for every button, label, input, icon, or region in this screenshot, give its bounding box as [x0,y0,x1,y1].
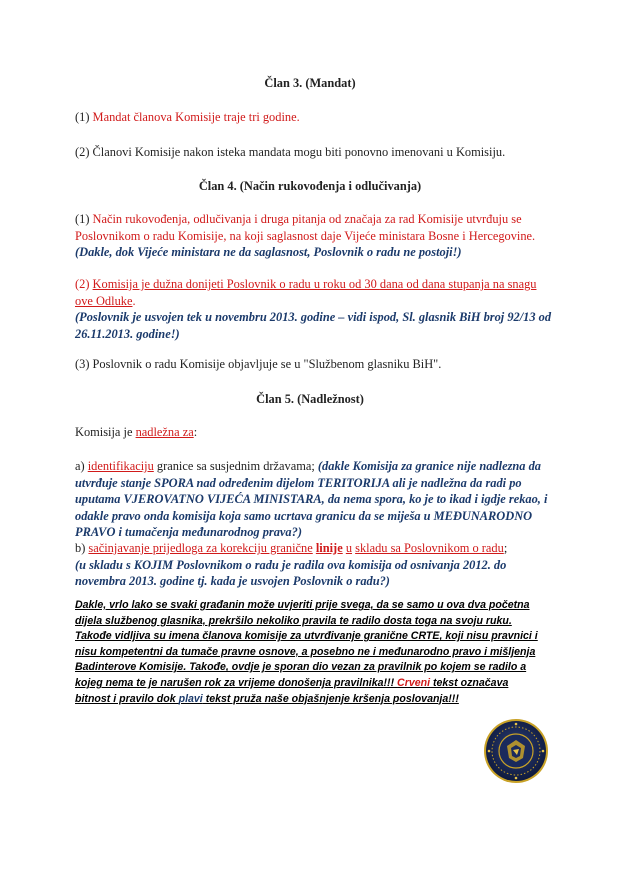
organization-seal-icon [483,718,549,784]
paragraph-number: (1) [75,212,93,226]
closing-note [75,598,545,707]
blue-commentary: (Dakle, dok Vijeće ministara ne da saglasnost, Poslovnik o radu ne postoji!) [75,245,462,259]
red-underlined-text: nadležna za [135,425,194,439]
blue-commentary: (u skladu s KOJIM Poslovnikom o radu je radila ova komisija od osnivanja 2012. do novembra 2013. godine tj. kada je usvojen Poslovnik o radu?) [75,557,507,588]
note-text: tekst pruža naše objašnjenje kršenja poslovanja!!! [202,692,459,705]
paragraph-number: (1) [75,110,93,124]
note-text: Dakle, vrlo lako se svaki građanin može uvjeriti prije svega, da se samo u ova dva početna dijela službenog glasnika, prekršilo nekoliko pravila te radilo dosta toga na svoju ruku. Takođe vidljiva su imena članova komisije za utvrđivanje granične CRTE, koji nisu pravnici i nisu kompetentni da tumače pravne osnove, a posebno ne i međunarodno pravo i mišljenja Badinterove Komisije. Takođe, ovdje je sporan dio vezan za pravilnik po kojem se radilo a kojeg nema te je narušen rok za vrijeme donošenja pravilnika!!! [75,599,538,689]
item-semicolon: ; [503,541,508,555]
article-4-paragraph-2 [75,276,553,342]
red-underlined-text: identifikaciju [87,459,154,473]
article-4-heading: Član 4. (Način rukovođenja i odlučivanja) [198,179,422,193]
article-5-heading: Član 5. (Nadležnost) [256,392,364,406]
note-red-word: Crveni [397,676,431,689]
article-4-paragraph-1 [75,211,553,261]
paragraph-number: (2) [75,277,93,291]
article-3-heading: Član 3. (Mandat) [264,76,356,90]
red-text: Način rukovođenja, odlučivanja i druga pitanja od značaja za rad Komisije utvrđuju se Poslovnikom o radu Komisije, na koji saglasnost daje Vijeće ministara Bosne i Hercegovine. [75,212,536,243]
article-5-item-a [75,458,553,541]
red-text: . [132,293,136,308]
blue-commentary: (dakle Komisija za granice nije nadlezna da utvrđuje stanje SPORA nad određenim dijelom TERITORIJA ali je nadležna da radi po uputama VJEROVATNO VIJEĆA MINISTARA, da nema spora, ko je to ikad i igdje rekao, i odakle pravo onda komisija koja samo ucrtava granicu da se miješa u MEĐUNARODNO PRAVO i tumačenja međunarodnog prava?) [75,459,548,539]
article-4-paragraph-3: (3) Poslovnik o radu Komisije objavljuje se u "Službenom glasniku BiH". [75,357,442,371]
article-3-paragraph-2: (2) Članovi Komisije nakon isteka mandata mogu biti ponovno imenovani u Komisiju. [75,145,506,159]
red-underlined-text: Komisija je dužna donijeti Poslovnik o radu u roku od 30 [92,277,380,291]
intro-colon: : [193,425,198,439]
article-3-paragraph-1 [75,109,553,126]
red-underlined-text: dana od dana stupanja na snagu ove Odluke [75,277,537,308]
red-underlined-text: u [345,541,353,555]
note-blue-word: plavi [178,692,203,705]
article-5-item-b [75,540,553,590]
item-letter: b) [75,541,89,555]
article-5-intro [75,424,553,441]
note-text: tekst označava bitnost i pravilo dok [75,676,509,705]
red-underlined-text: skladu sa Poslovnikom o radu [355,541,504,555]
red-underlined-bold-text: linije [315,541,343,555]
blue-commentary: (Poslovnik je usvojen tek u novembru 2013. godine – vidi ispod, Sl. glasnik BiH broj 92/13 od 26.11.2013. godine!) [75,310,552,341]
red-underlined-text: sačinjavanje prijedloga za korekciju granične [88,541,313,555]
red-text: Mandat članova Komisije traje tri godine. [92,110,300,124]
item-letter: a) [75,459,88,473]
item-text: granice sa susjednim državama; [153,459,318,473]
intro-text: Komisija je [75,425,136,439]
